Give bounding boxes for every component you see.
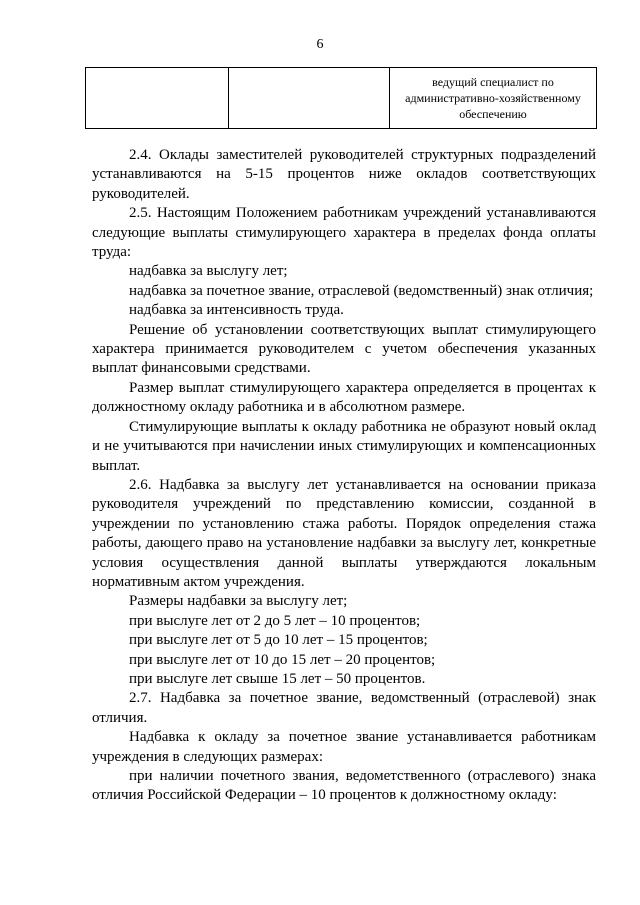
position-table xyxy=(85,67,597,129)
table-row xyxy=(86,68,597,129)
table-cell-position: ведущий специалист по административно-хозяйственному обеспечению xyxy=(390,68,597,129)
list-heading: Размеры надбавки за выслугу лет; xyxy=(129,593,348,610)
paragraph: Стимулирующие выплаты к окладу работника не образуют новый оклад и не учитываются при начислении иных стимулирующих и компенсационных выплат. xyxy=(92,418,596,474)
list-item: при выслуге лет от 2 до 5 лет – 10 процентов; xyxy=(129,612,421,629)
table-cell xyxy=(229,68,390,129)
paragraph-2-6: 2.6. Надбавка за выслугу лет устанавливается на основании приказа руководителя учреждений по представлению комиссии, созданной в учреждении по установлению стажа работы. Порядок определения стажа работы, дающего право на установление надбавки за выслугу лет, конкретные условия осуществления данной выплаты утверждаются локальным нормативным актом учреждения. xyxy=(92,476,596,590)
page-number: 6 xyxy=(316,37,324,52)
document-body xyxy=(92,146,596,806)
list-item: надбавка за почетное звание, отраслевой (ведомственный) знак отличия; xyxy=(129,282,594,299)
list-item: при выслуге лет от 10 до 15 лет – 20 процентов; xyxy=(129,651,436,668)
list-item: при выслуге лет от 5 до 10 лет – 15 процентов; xyxy=(129,632,428,649)
paragraph-2-5: 2.5. Настоящим Положением работникам учреждений устанавливаются следующие выплаты стимулирующего характера в пределах фонда оплаты труда: xyxy=(92,205,596,261)
list-item: надбавка за интенсивность труда. xyxy=(129,302,344,319)
paragraph: Размер выплат стимулирующего характера определяется в процентах к должностному окладу работника и в абсолютном размере. xyxy=(92,379,596,416)
list-item: надбавка за выслугу лет; xyxy=(129,263,288,280)
list-item: при выслуге лет свыше 15 лет – 50 процентов. xyxy=(129,670,426,687)
paragraph: Надбавка к окладу за почетное звание устанавливается работникам учреждения в следующих размерах: xyxy=(92,729,596,765)
table-cell xyxy=(86,68,229,129)
paragraph-2-4: 2.4. Оклады заместителей руководителей структурных подразделений устанавливаются на 5-15 процентов ниже окладов соответствующих руководителей. xyxy=(92,147,596,202)
paragraph: Решение об установлении соответствующих выплат стимулирующего характера принимается руководителем с учетом обеспечения указанных выплат финансовыми средствами. xyxy=(92,321,596,377)
paragraph-2-7: 2.7. Надбавка за почетное звание, ведомственный (отраслевой) знак отличия. xyxy=(92,690,596,726)
paragraph: при наличии почетного звания, ведометственного (отраслевого) знака отличия Российской Федерации – 10 процентов к должностному окладу: xyxy=(92,768,596,804)
